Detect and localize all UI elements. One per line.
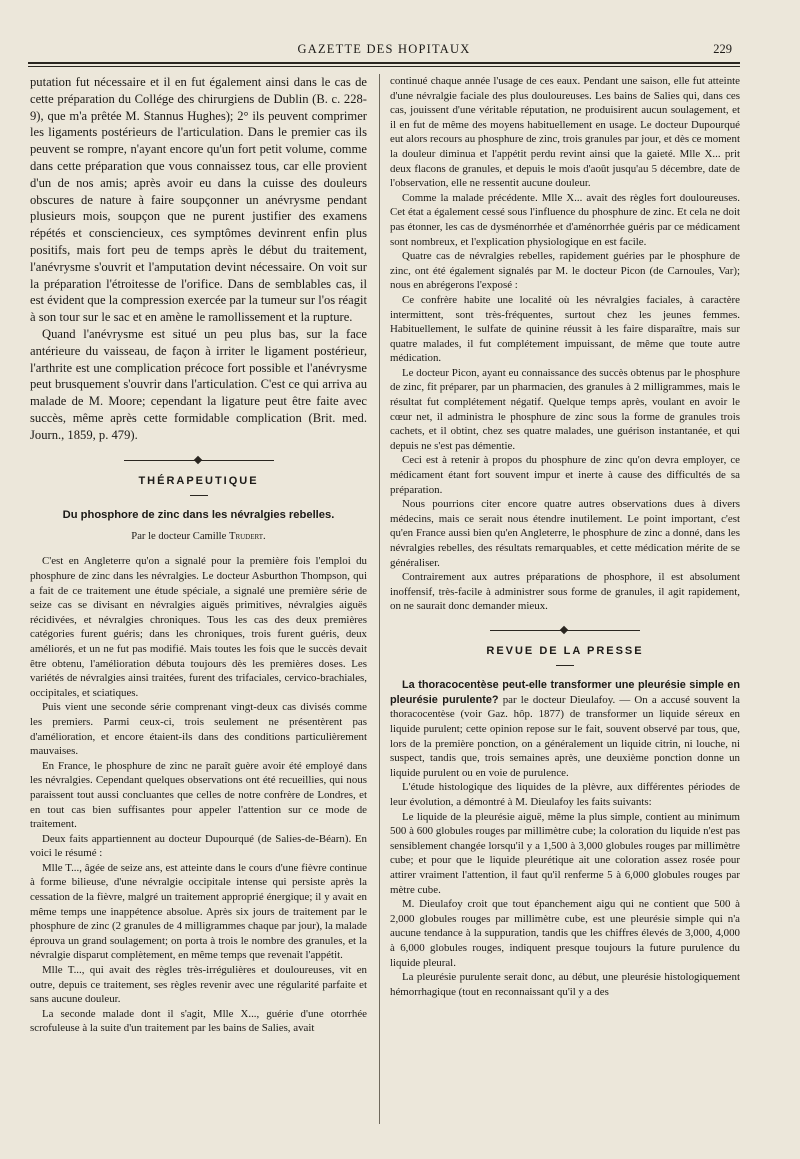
paragraph: En France, le phosphure de zinc ne paraît guère avoir été employé dans les névralgies. Cependant quelques observations ont été recueillies, qui nous paraissent tout aussi concluantes que celles de notre confrère de Londres, et en tout cas bien suffisantes pour appeler l'attention sur ce mode de traitement. xyxy=(30,759,367,831)
paragraph: Le docteur Picon, ayant eu connaissance des succès obtenus par le phosphure de zinc, fit préparer, par un pharmacien, des granules à 2 milligrammes, mais le résultat fut complétement négatif. Quelque temps après, voulant en avoir le cœur net, il administra le phosphure de zinc sous la forme de granules trois cachets, et il obtint, chez ses quatre malades, une guérison instantanée, et qui depuis ne s'est pas démentie. xyxy=(390,366,740,452)
paragraph: Mlle T..., âgée de seize ans, est atteinte dans le cours d'une fièvre continue à forme bilieuse, d'une névralgie occipitale intense qui persiste après la cessation de la fièvre, malgré un traitement approprié énergique; il y avait en même temps une inappétence absolue. Après six jours de traitement par le phosphure de zinc (2 granules de 4 milligrammes chaque par jour), la malade éprouva un grand soulagement; on porta à trois le nombre des granules, et la névralgie disparut complètement, en même temps que revenait l'appétit. xyxy=(30,861,367,962)
byline-prefix: Par le docteur Camille xyxy=(131,531,227,543)
header-rule-thin xyxy=(28,66,740,67)
paragraph: Comme la malade précédente. Mlle X... avait des règles fort douloureuses. Cet état a également cessé sous l'influence du phosphure de zinc. Et cela ne doit pas étonner, les cas de dysménorrhée et d'aménorrhée guéris par ce médicament sont nombreux, et l'explication physiologique en est facile. xyxy=(390,191,740,248)
article-title: Du phosphore de zinc dans les névralgies rebelles. xyxy=(62,508,335,521)
paragraph: La seconde malade dont il s'agit, Mlle X..., guérie d'une otorrhée scrofuleuse à la suite d'un traitement par les bains de Salies, avait xyxy=(30,1007,367,1035)
article-lead: La thoracocentèse peut-elle transformer une pleurésie simple en pleurésie purulente? xyxy=(390,679,740,706)
section-separator xyxy=(124,456,274,464)
article-lead-rest: par le docteur Dieulafoy. — On a accusé souvent la thoracocentèse (voir Gaz. hôp. 1877) de transformer un liquide séreux en liquide purulent; cette opinion repose sur le fait, souvent observé par tous, que, lors de la première ponction, on a généralement un liquide citrin, ni louche, ni suspect, tandis que, trois semaines après, une deuxième ponction donne un liquide purulent ou en voie de purulence. xyxy=(390,693,740,779)
right-column xyxy=(390,74,740,999)
paragraph: Ceci est à retenir à propos du phosphure de zinc qu'on devra employer, ce médicament étant fort souvent impur et inerte à cause des difficultés de sa préparation. xyxy=(390,454,740,496)
paragraph: Ce confrère habite une localité où les névralgies faciales, à caractère intermittent, sont très-fréquentes, surtout chez les jeunes femmes. Habituellement, le sulfate de quinine réussit à les faire disparaître, mais sur quatre malades, il fut complétement impuissant, de même que toute autre médication. xyxy=(390,293,740,365)
paragraph: La pleurésie purulente serait donc, au début, une pleurésie histologiquement hémorrhagique (tout en reconnaissant qu'il y a des xyxy=(390,971,740,998)
left-column xyxy=(30,74,367,1036)
paragraph: Nous pourrions citer encore quatre autres observations dues à divers médecins, mais ce serait nous étendre inutilement. Le point important, c'est qu'en France aussi bien qu'en Angleterre, le phosphure de zinc a donné, dans les névralgies rebelles, des résultats remarquables, et cette médication mérite de se généraliser. xyxy=(390,498,740,569)
author-name: Trudert. xyxy=(228,531,266,543)
paragraph: putation fut nécessaire et il en fut également ainsi dans le cas de cette préparation du Collége des chirurgiens de Dublin (B. c. 228-9), que m'a prêtée M. Stannus Hughes); 2° ils peuvent comprimer les ligaments postérieurs de l'articulation. Dans le premier cas ils peuvent se rompre, n'ayant encore qu'un fort petit volume, comme dans cette préparation que vous connaissez tous, car elle provient d'un de nos amis; après avoir eu dans la cuisse des douleurs obscures de nature à faire soupçonner un anévrysme pendant plusieurs mois, soupçon que ne purent justifier des examens répétés et consciencieux, ces symptômes devinrent enfin plus positifs, mais fort peu de temps après le début du traitement, l'anévrysme s'ouvrit et l'amputation devint nécessaire. On voit sur la préparation l'étroitesse de l'orifice. Dans de semblables cas, il est évident que la compression exercée par la tumeur sur l'os réagit à son tour sur le sac et en amène le ramollissement et la rupture. xyxy=(30,75,367,325)
paragraph xyxy=(390,678,740,780)
page-number: 229 xyxy=(713,42,732,56)
page-header xyxy=(28,38,740,60)
paragraph: continué chaque année l'usage de ces eaux. Pendant une saison, elle fut atteinte d'une névralgie faciale des plus douloureuses. Les bains de Salies qui, dans ces cas, jouissent d'une véritable réputation, ne produisirent aucun soulagement, et il en fut de même des moyens habituellement en usage. Le docteur Dupourqué eut alors recours au phosphure de zinc, trois granules par jour, et dès ce moment la douleur diminua et l'appétit perdu revint ainsi que la gaieté. Mlle X... prit deux flacons de granules, et depuis le mois d'août jusqu'au 5 décembre, date de l'observation, elle ne ressentit aucune douleur. xyxy=(390,75,740,190)
paragraph: Quand l'anévrysme est situé un peu plus bas, sur la face antérieure du vaisseau, de façon à irriter le ligament postérieur, l'arthrite est une complication précoce fort possible et l'anévrysme peut brusquement s'ouvrir dans l'articulation. C'est ce qui arriva au malade de M. Moore; cependant la ligature peut être faite avec succès, même après cette formidable complication (Brit. med. Journ., 1859, p. 479). xyxy=(30,326,367,442)
paragraph: Quatre cas de névralgies rebelles, rapidement guéries par le phosphure de zinc, ont été également signalés par M. le docteur Picon (de Carnoules, Var); nous en abrégerons l'exposé : xyxy=(390,250,740,292)
section-separator xyxy=(490,626,640,634)
paragraph: C'est en Angleterre qu'on a signalé pour la première fois l'emploi du phosphure de zinc dans les névralgies. Le docteur Asburthon Thompson, qui a fait de ce traitement une étude spéciale, a signalé une première série de seize cas se divisant en névralgies aiguës primitives, névralgies aiguës récidivées, et névralgies chroniques. Tous les cas des deux premières catégories furent guéris; dans les chroniques, trois furent guéris, deux améliorés, et un ne fut pas modifié. Mais toutes les fois que le succès devait être obtenu, l'amélioration débuta toujours dès les premières doses. Les variétés de névralgies ainsi traitées, furent des trifaciales, cervico-brachiales, occipitales, et sciatiques. xyxy=(30,555,367,699)
paragraph: M. Dieulafoy croit que tout épanchement aigu qui ne contient que 500 à 2,000 globules rouges par millimètre cube, est une pleurésie simple qui n'a aucune tendance à la suppuration, tandis que les chiffres élevés de 3,000, 4,000 à 6,000 globules rouges, indiquent presque toujours la future purulence du liquide pleural. xyxy=(390,898,740,969)
column-divider xyxy=(379,74,380,1124)
section-heading-revue-presse: REVUE DE LA PRESSE xyxy=(486,644,644,657)
journal-title: GAZETTE DES HOPITAUX xyxy=(297,42,471,56)
byline xyxy=(30,529,367,544)
paragraph: Mlle T..., qui avait des règles très-irrégulières et douloureuses, vit en outre, depuis ce traitement, ses règles revenir avec une régularité parfaite et sans aucune douleur. xyxy=(30,964,367,1006)
paragraph: L'étude histologique des liquides de la plèvre, aux différentes périodes de leur évolution, a démontré à M. Dieulafoy les faits suivants: xyxy=(390,781,740,809)
divider xyxy=(556,665,574,666)
section-heading-therapeutique: THÉRAPEUTIQUE xyxy=(138,474,259,487)
paragraph: Le liquide de la pleurésie aiguë, même la plus simple, contient au minimum 500 à 600 globules rouges par millimètre cube; la coloration du liquide n'est pas sensiblement changée lorsqu'il y a 1,500 à 3,000 globules rouges par millimètre cube; et pour que le liquide pleurétique ait une coloration assez rosée pour attirer vraiment l'attention, il faut qu'il renferme 5 à 6,000 globules rouges par mètre cube. xyxy=(390,810,740,896)
header-rule xyxy=(28,62,740,64)
paragraph: Deux faits appartiennent au docteur Dupourqué (de Salies-de-Béarn). En voici le résumé : xyxy=(30,832,367,860)
paragraph: Contrairement aux autres préparations de phosphore, il est absolument inoffensif, très-facile à administrer sous forme de granules, il agit rapidement, on ne saurait donc demander mieux. xyxy=(390,571,740,613)
paragraph: Puis vient une seconde série comprenant vingt-deux cas divisés comme les premiers. Parmi ceux-ci, trois seulement ne présentèrent pas d'amélioration, et encore étaient-ils dans des conditions particulièrement mauvaises. xyxy=(30,701,367,758)
divider xyxy=(190,495,208,496)
